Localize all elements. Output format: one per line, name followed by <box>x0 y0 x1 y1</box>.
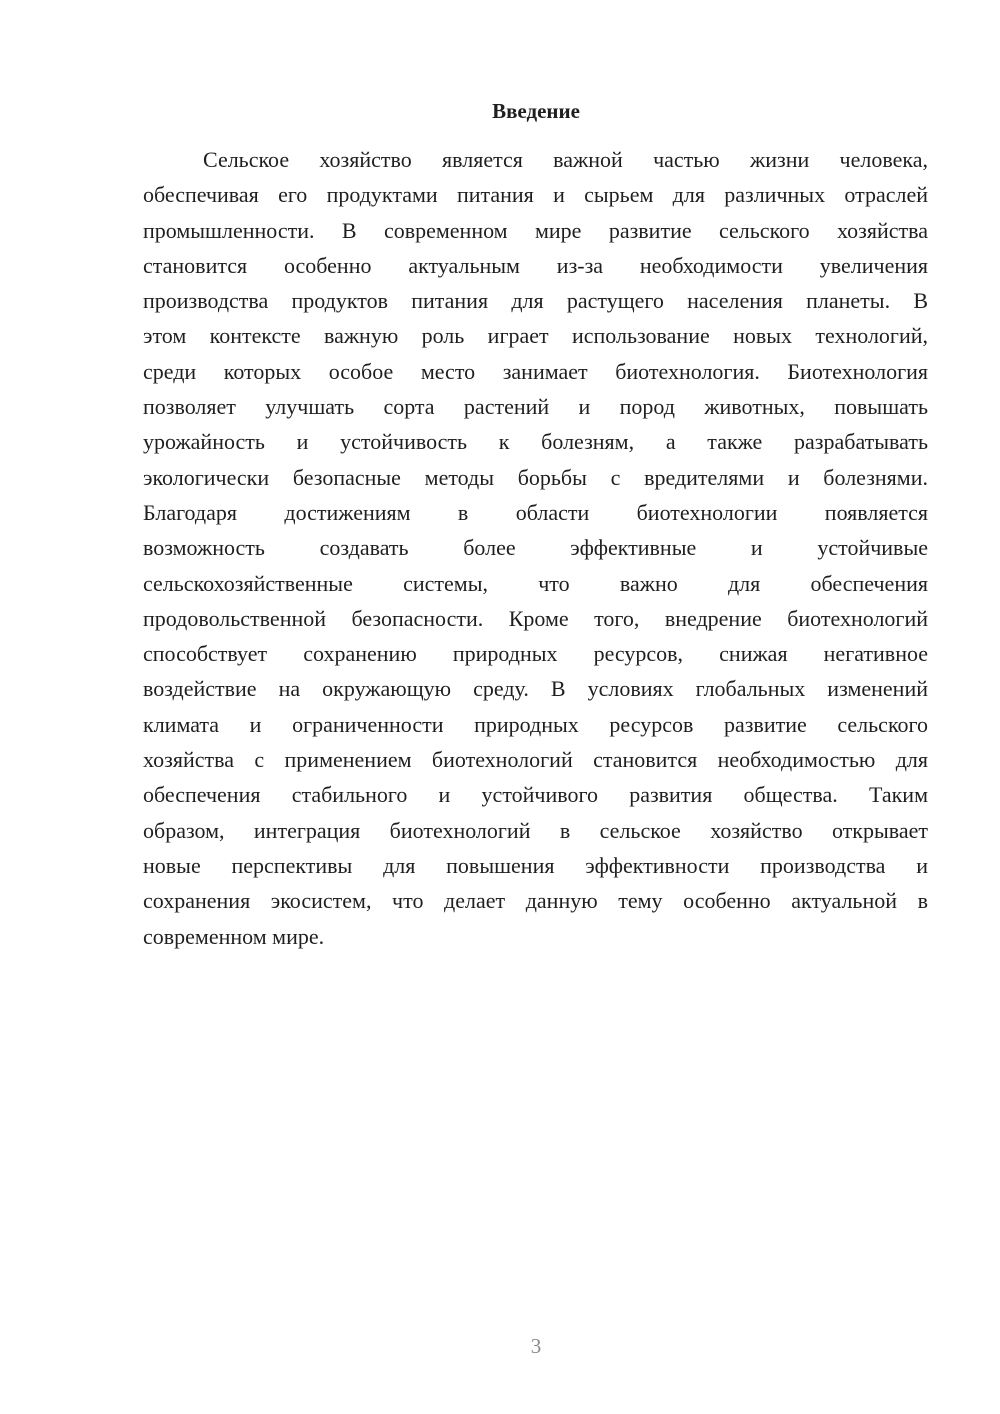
paragraph-line: сохранения экосистем, что делает данную тему особенно актуальной в <box>143 888 928 914</box>
paragraph-line: хозяйства с применением биотехнологий становится необходимостью для <box>143 747 928 773</box>
page-number: 3 <box>530 1334 542 1358</box>
paragraph-line: воздействие на окружающую среду. В условиях глобальных изменений <box>143 676 928 702</box>
introduction-paragraph <box>143 142 928 954</box>
paragraph-line: сельскохозяйственные системы, что важно для обеспечения <box>143 570 928 596</box>
paragraph-line: экологически безопасные методы борьбы с вредителями и болезнями. <box>143 464 928 490</box>
paragraph-line: этом контексте важную роль играет использование новых технологий, <box>143 323 928 349</box>
paragraph-line: современном мире. <box>143 923 325 949</box>
paragraph-line: позволяет улучшать сорта растений и пород животных, повышать <box>143 394 928 420</box>
paragraph-line: Сельское хозяйство является важной частью жизни человека, <box>203 147 928 172</box>
paragraph-line: образом, интеграция биотехнологий в сельское хозяйство открывает <box>143 817 928 843</box>
paragraph-line: продовольственной безопасности. Кроме того, внедрение биотехнологий <box>143 605 928 631</box>
paragraph-line: Благодаря достижениям в области биотехнологии появляется <box>143 499 928 525</box>
paragraph-line: становится особенно актуальным из-за необходимости увеличения <box>143 252 928 278</box>
paragraph-line: климата и ограниченности природных ресурсов развитие сельского <box>143 711 928 737</box>
paragraph-line: урожайность и устойчивость к болезням, а также разрабатывать <box>143 429 928 455</box>
section-heading: Введение <box>492 99 580 123</box>
paragraph-line: обеспечивая его продуктами питания и сырьем для различных отраслей <box>143 182 928 208</box>
paragraph-line: производства продуктов питания для растущего населения планеты. В <box>143 288 928 314</box>
paragraph-line: возможность создавать более эффективные и устойчивые <box>143 535 928 561</box>
paragraph-line: промышленности. В современном мире развитие сельского хозяйства <box>143 217 928 243</box>
paragraph-line: способствует сохранению природных ресурсов, снижая негативное <box>143 641 928 667</box>
paragraph-line: обеспечения стабильного и устойчивого развития общества. Таким <box>143 782 928 808</box>
paragraph-line: новые перспективы для повышения эффективности производства и <box>143 852 928 878</box>
paragraph-line: среди которых особое место занимает биотехнология. Биотехнология <box>143 358 928 384</box>
